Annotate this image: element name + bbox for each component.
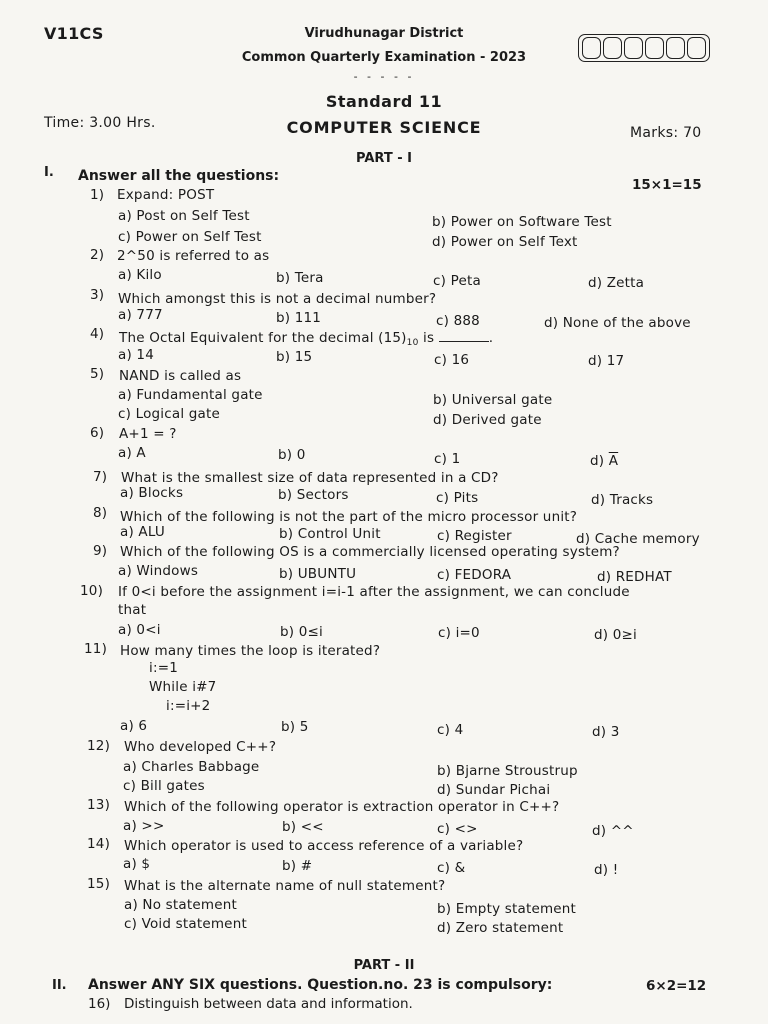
option-d-value: $\overline{A}$ xyxy=(608,453,619,469)
digit-box xyxy=(645,37,664,59)
option-c: c) Register xyxy=(437,528,512,544)
question-number: 13) xyxy=(87,797,111,813)
option-b: b) Tera xyxy=(276,270,324,286)
question-number: 4) xyxy=(90,326,105,342)
option-b: b) 111 xyxy=(276,310,322,326)
option-c: c) Bill gates xyxy=(123,778,205,794)
option-a: a) Blocks xyxy=(120,485,184,501)
option-a: a) 0<i xyxy=(118,622,161,638)
option-c: c) & xyxy=(437,860,466,876)
question-number: 3) xyxy=(90,287,105,303)
option-b: b) 15 xyxy=(276,349,313,365)
option-d: d) Derived gate xyxy=(433,412,542,428)
option-c: c) i=0 xyxy=(438,625,480,641)
digit-box xyxy=(666,37,685,59)
question-number: 6) xyxy=(90,425,105,441)
option-c: c) <> xyxy=(437,821,478,837)
option-a: a) 6 xyxy=(120,718,148,734)
option-b: b) 5 xyxy=(281,719,309,735)
digit-box xyxy=(603,37,622,59)
subject-title: COMPUTER SCIENCE xyxy=(286,118,482,137)
digit-box xyxy=(687,37,706,59)
register-number-boxes xyxy=(578,34,710,62)
question-text: Distinguish between data and information. xyxy=(124,996,413,1012)
option-b: b) Empty statement xyxy=(437,901,577,917)
digit-box xyxy=(582,37,601,59)
option-a: a) Charles Babbage xyxy=(123,759,260,775)
option-d: d) REDHAT xyxy=(597,569,672,585)
option-a: a) No statement xyxy=(124,897,237,913)
option-c: c) 16 xyxy=(434,352,470,368)
question-number: 16) xyxy=(88,996,111,1012)
digit-box xyxy=(624,37,643,59)
question-text: Expand: POST xyxy=(117,187,215,203)
option-d xyxy=(590,453,618,469)
option-c: c) Logical gate xyxy=(118,406,221,422)
section-1-instruction: Answer all the questions: xyxy=(78,168,280,184)
question-number: 11) xyxy=(84,641,108,657)
option-a: a) >> xyxy=(123,818,165,834)
option-b: b) # xyxy=(282,858,313,874)
paper-code: V11CS xyxy=(44,24,104,43)
option-b: b) 0 xyxy=(278,447,306,463)
question-text: How many times the loop is iterated? xyxy=(120,643,381,659)
question-number: 8) xyxy=(93,505,108,521)
option-b: b) Bjarne Stroustrup xyxy=(437,763,578,779)
option-d: d) 17 xyxy=(588,353,625,369)
question-text-end: . xyxy=(488,330,494,346)
option-a: a) Fundamental gate xyxy=(118,387,263,403)
option-a: a) 14 xyxy=(118,347,155,363)
question-text-tail: is xyxy=(418,330,435,346)
option-d-prefix: d) xyxy=(590,453,609,469)
district-title: Virudhunagar District xyxy=(304,26,464,41)
question-number: 10) xyxy=(80,583,104,599)
question-text: 2^50 is referred to as xyxy=(117,248,270,264)
question-text xyxy=(119,330,493,348)
question-number: 2) xyxy=(90,247,105,263)
option-b: b) Sectors xyxy=(278,487,349,503)
time-label: Time: 3.00 Hrs. xyxy=(44,115,156,131)
question-text-main: The Octal Equivalent for the decimal (15) xyxy=(119,330,407,346)
option-d: d) ! xyxy=(594,862,619,878)
option-d: d) 3 xyxy=(592,724,620,740)
question-text-continued: that xyxy=(118,602,147,618)
option-d: d) Zero statement xyxy=(437,920,564,936)
section-2-marks: 6×2=12 xyxy=(646,978,707,994)
option-b: b) Control Unit xyxy=(279,526,381,542)
question-number: 9) xyxy=(93,543,108,559)
option-a: a) $ xyxy=(123,856,151,872)
option-c: c) FEDORA xyxy=(437,567,512,583)
code-line: i:=i+2 xyxy=(166,698,211,714)
question-subscript: 10 xyxy=(406,338,419,348)
option-a: a) A xyxy=(118,445,146,461)
option-c: c) Pits xyxy=(436,490,479,506)
code-line: i:=1 xyxy=(149,660,178,676)
option-a: a) Post on Self Test xyxy=(118,208,250,224)
question-text: Which of the following OS is a commercially licensed operating system? xyxy=(120,544,620,560)
code-line: While i#7 xyxy=(149,679,217,695)
question-number: 14) xyxy=(87,836,111,852)
section-1-number: I. xyxy=(44,165,54,180)
question-text: What is the alternate name of null statement? xyxy=(124,878,446,894)
option-d: d) Tracks xyxy=(591,492,654,508)
option-c: c) 888 xyxy=(436,313,480,329)
standard-title: Standard 11 xyxy=(325,92,443,111)
option-b: b) 0≤i xyxy=(280,624,323,640)
question-text: Which amongst this is not a decimal number? xyxy=(118,291,437,307)
option-c: c) 4 xyxy=(437,722,464,738)
option-d: d) Sundar Pichai xyxy=(437,782,551,798)
option-a: a) ALU xyxy=(120,524,165,540)
option-a: a) Kilo xyxy=(118,267,162,283)
option-d: d) Cache memory xyxy=(576,531,700,547)
section-2-instruction: Answer ANY SIX questions. Question.no. 23 is compulsory: xyxy=(88,977,553,993)
question-text: If 0<i before the assignment i=i-1 after the assignment, we can conclude xyxy=(118,584,630,600)
option-d: d) Power on Self Text xyxy=(432,234,578,250)
question-text: What is the smallest size of data represented in a CD? xyxy=(121,470,499,486)
option-c: c) Void statement xyxy=(124,916,247,932)
option-b: b) Power on Software Test xyxy=(432,214,612,230)
question-number: 1) xyxy=(90,187,105,203)
option-d: d) 0≥i xyxy=(594,627,637,643)
question-text: Which of the following is not the part of the micro processor unit? xyxy=(120,509,578,525)
option-b: b) UBUNTU xyxy=(279,566,357,582)
divider-dashes: - - - - - xyxy=(353,70,415,83)
question-text: A+1 = ? xyxy=(119,426,177,442)
marks-label: Marks: 70 xyxy=(630,125,702,141)
answer-blank xyxy=(439,331,489,342)
option-c: c) 1 xyxy=(434,451,461,467)
option-a: a) 777 xyxy=(118,307,163,323)
question-text: Who developed C++? xyxy=(124,739,277,755)
section-2-number: II. xyxy=(52,978,67,993)
question-number: 15) xyxy=(87,876,111,892)
option-a: a) Windows xyxy=(118,563,199,579)
option-b: b) Universal gate xyxy=(433,392,553,408)
question-number: 7) xyxy=(93,469,108,485)
option-b: b) << xyxy=(282,819,324,835)
option-c: c) Power on Self Test xyxy=(118,229,262,245)
exam-title: Common Quarterly Examination - 2023 xyxy=(241,50,527,65)
option-d: d) None of the above xyxy=(544,315,691,331)
question-number: 12) xyxy=(87,738,111,754)
question-text: NAND is called as xyxy=(119,368,242,384)
question-text: Which operator is used to access reference of a variable? xyxy=(124,838,524,854)
section-1-marks: 15×1=15 xyxy=(632,177,702,193)
part-2-title: PART - II xyxy=(353,958,415,973)
part-1-title: PART - I xyxy=(356,151,412,166)
option-c: c) Peta xyxy=(433,273,481,289)
option-d: d) ^^ xyxy=(592,823,634,839)
question-text: Which of the following operator is extraction operator in C++? xyxy=(124,799,560,815)
question-number: 5) xyxy=(90,366,105,382)
option-d: d) Zetta xyxy=(588,275,645,291)
